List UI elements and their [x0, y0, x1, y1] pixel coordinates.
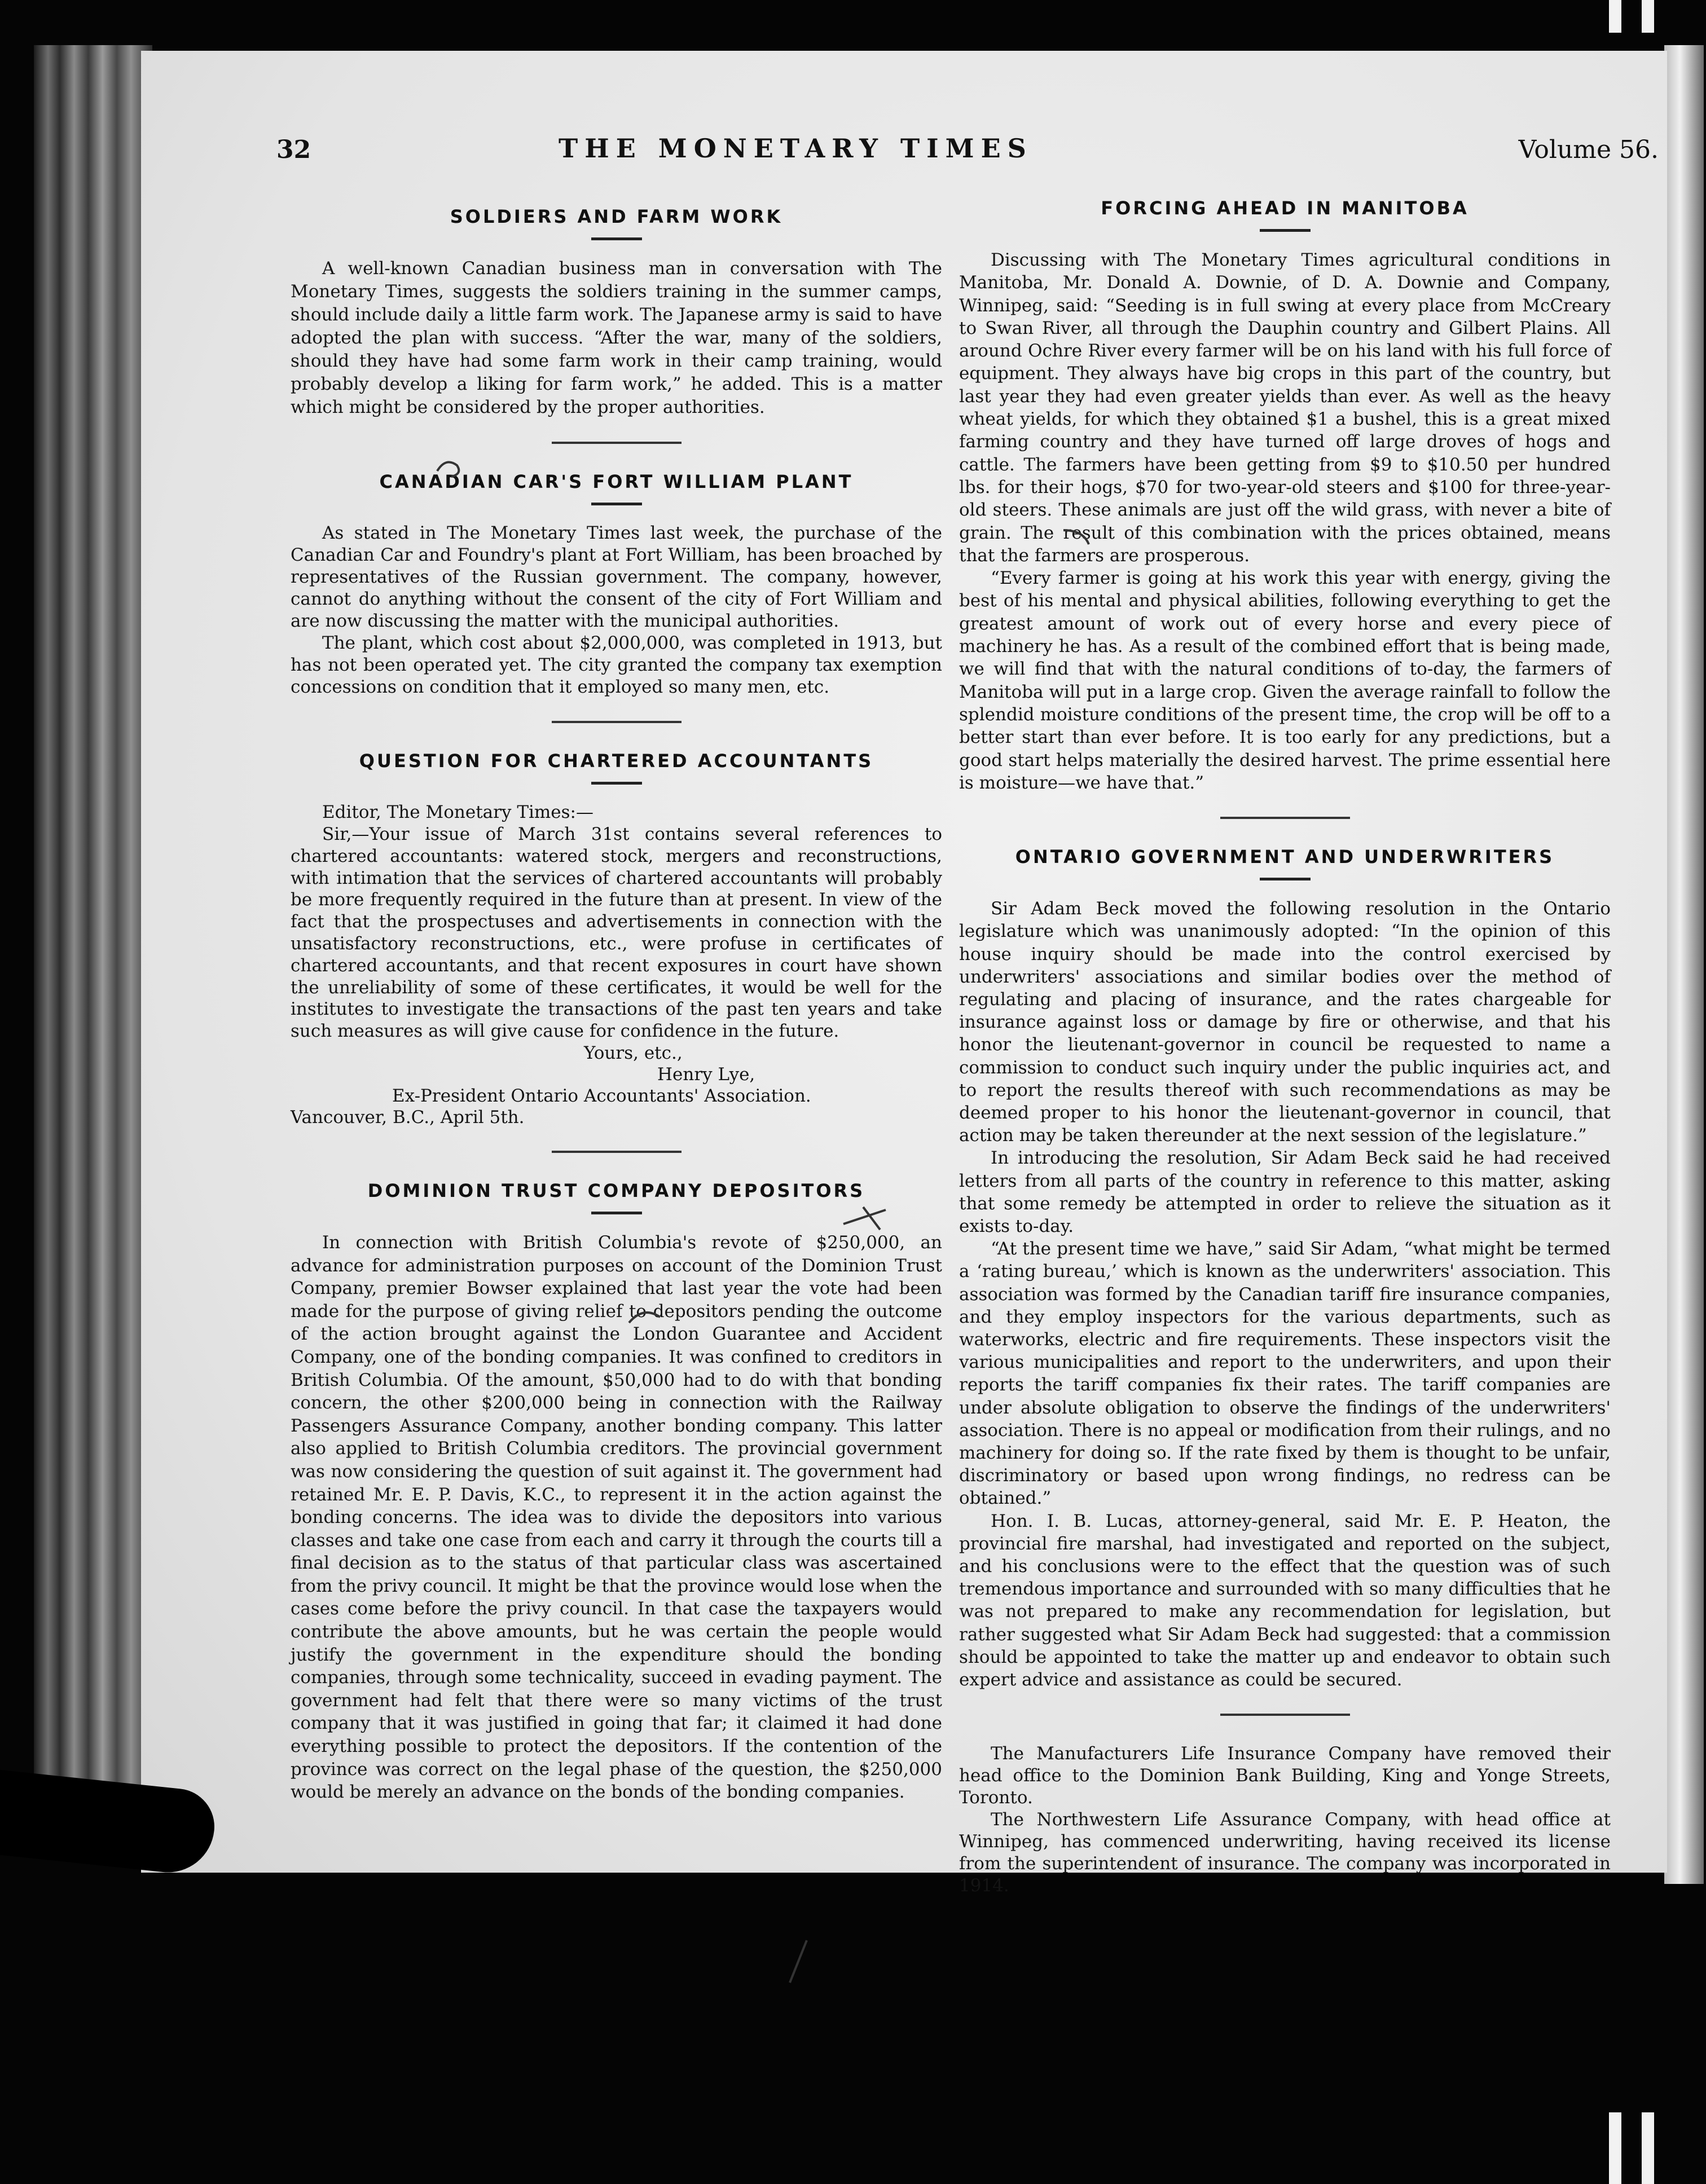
magazine-page: [141, 51, 1667, 1896]
film-marks-top: [1609, 0, 1654, 33]
section-divider: [552, 1151, 681, 1153]
section-divider: [1220, 817, 1350, 819]
volume-label: Volume 56.: [1518, 135, 1659, 164]
section-divider: [1220, 1714, 1350, 1716]
paragraph: The plant, which cost about $2,000,000, was completed in 1913, but has not been operated yet. The city granted the company tax exemption concessions on condition that it employed so many men, etc.: [291, 633, 942, 697]
letter-dateline: Vancouver, B.C., April 5th.: [291, 1107, 525, 1128]
headline-rule: [591, 237, 642, 240]
left-column: [291, 206, 942, 1804]
paragraph: The Manufacturers Life Insurance Company have removed their head office to the Dominion Bank Building, King and Yonge Streets, Toronto.: [959, 1743, 1611, 1808]
headline: SOLDIERS AND FARM WORK: [450, 206, 783, 227]
letter-salutation: Editor, The Monetary Times:—: [322, 802, 593, 822]
article-ontario-underwriters: [959, 846, 1611, 1691]
section-divider: [552, 721, 681, 723]
headline-rule: [1260, 878, 1311, 880]
article-chartered-accountants: [291, 750, 942, 1128]
film-mark: [1642, 2112, 1654, 2184]
paragraph: “Every farmer is going at his work this year with energy, giving the best of his mental and physical abilities, following everything to get the greatest amount of work out of every horse and every piece of machinery he has. As a result of the combined effort that is being made, we will find that with the natural conditions of to-day, the farmers of Manitoba will put in a large crop. Given the average rainfall to follow the splendid moisture conditions of the present time, the crop will be off to a better start than ever before. It is too early for any predictions, but a good start helps materially the desired harvest. The prime essential here is moisture—we have that.”: [959, 568, 1611, 793]
headline: QUESTION FOR CHARTERED ACCOUNTANTS: [359, 750, 874, 772]
paragraph: In connection with British Columbia's revote of $250,000, an advance for administration purposes on account of the Dominion Trust Company, premier Bowser explained that last year the vote had been made for the purpose of giving relief to depositors pending the outcome of the action brought against the London Guarantee and Accident Company, one of the bonding companies. It was confined to creditors in British Columbia. Of the amount, $50,000 had to do with that bonding concern, the other $200,000 being in connection with the Railway Passengers Assurance Company, another bonding company. This latter also applied to British Columbia creditors. The provincial government was now considering the question of suit against it. The government had retained Mr. E. P. Davis, K.C., to represent it in the action against the bonding concerns. The idea was to divide the depositors into various classes and take one case from each and carry it through the courts till a final decision as to the status of that particular class was ascertained from the privy council. It might be that the province would lose when the cases come before the privy council. In that case the taxpayers would contribute the above amounts, but he was certain the people would justify the government in the expenditure should the bonding companies, through some technicality, succeed in evading payment. The government had felt that there were so many victims of the trust company that it was justified in going that far; it claimed it had done everything possible to protect the depositors. If the contention of the province was correct on the legal phase of the question, the $250,000 would be merely an advance on the bonds of the bonding companies.: [291, 1232, 942, 1803]
pen-mark: [626, 1306, 666, 1328]
headline: FORCING AHEAD IN MANITOBA: [1101, 197, 1469, 219]
headline: DOMINION TRUST COMPANY DEPOSITORS: [367, 1179, 865, 1201]
film-marks-bottom: [1609, 2112, 1654, 2184]
headline-rule: [1260, 229, 1311, 232]
pen-mark: [434, 454, 468, 482]
pen-mark: [841, 1201, 891, 1235]
paragraph: Hon. I. B. Lucas, attorney-general, said Mr. E. P. Heaton, the provincial fire marshal, had investigated and reported on the subject, and his conclusions were to the effect that the question was of such tremendous importance and surrounded with so many difficulties that he was not prepared to make any recommendation for legislation, but rather suggested what Sir Adam Beck had suggested: that a commission should be appointed to take the matter up and endeavor to obtain such expert advice and assistance as could be secured.: [959, 1511, 1611, 1690]
paragraph: The Northwestern Life Assurance Company, with head office at Winnipeg, has commenced underwriting, having received its license from the superintendent of insurance. The company was incorporated in 1914.: [959, 1809, 1611, 1896]
article-soldiers-farm-work: [291, 206, 942, 419]
book-spine-page-edges: [34, 45, 152, 1839]
letter-signer-title: Ex-President Ontario Accountants' Association.: [392, 1085, 811, 1106]
article-dominion-trust: [291, 1180, 942, 1804]
paragraph: “At the present time we have,” said Sir Adam, “what might be termed a ‘rating bureau,’ which is known as the underwriters' association. This association was formed by the Canadian tariff fire insurance companies, and they employ inspectors for the various departments, such as waterworks, electric and fire requirements. These inspectors visit the various municipalities and report to the underwriters, and upon their reports the tariff companies fix their rates. The tariff companies are under absolute obligation to observe the findings of the underwriters' association. There is no appeal or modification from their rulings, and no machinery for doing so. If the rate fixed by them is thought to be unfair, discriminatory or based upon wrong findings, no redress can be obtained.”: [959, 1239, 1611, 1509]
pen-mark: [784, 1938, 812, 1988]
headline: ONTARIO GOVERNMENT AND UNDERWRITERS: [1015, 846, 1555, 868]
facing-page-edge: [1664, 45, 1704, 1884]
paragraph: In introducing the resolution, Sir Adam Beck said he had received letters from all parts of the country in reference to this matter, asking that some remedy be attempted in order to relieve the situation as it exists to-day.: [959, 1148, 1611, 1236]
insurance-notes: [959, 1743, 1611, 1897]
letter-signer: Henry Lye,: [657, 1064, 755, 1085]
article-manitoba: [959, 197, 1611, 794]
pen-mark: [1061, 525, 1094, 547]
film-mark: [1609, 2112, 1621, 2184]
paragraph: Sir,—Your issue of March 31st contains several references to chartered accountants: watered stock, mergers and reconstructions, with intimation that the services of chartered accountants will probably be more frequently required in the future than at present. In view of the fact that the prospectuses and advertisements in connection with the unsatisfactory reconstructions, etc., were profuse in certificates of chartered accountants, and that recent exposures in court have shown the unreliability of some of these certificates, it would be well for the institutes to investigate the transactions of the past ten years and take such measures as will give cause for confidence in the future.: [291, 824, 942, 1042]
section-divider: [552, 442, 681, 444]
film-mark: [1642, 0, 1654, 33]
headline: CANADIAN CAR'S FORT WILLIAM PLANT: [379, 471, 854, 492]
paragraph: Sir Adam Beck moved the following resolution in the Ontario legislature which was unanimously adopted: “In the opinion of this house inquiry should be made into the control exercised by underwriters' associations and similar bodies over the method of regulating and placing of insurance, and the rates chargeable for insurance against loss or damage by fire or otherwise, and that his honor the lieutenant-governor in council be requested to name a commission to conduct such inquiry under the public inquiries act, and to report the results thereof with such recommendations as may be deemed proper to his honor the lieutenant-governor in council, that action may be taken thereunder at the next session of the legislature.”: [959, 899, 1611, 1146]
headline-rule: [591, 503, 642, 505]
article-canadian-car: [291, 471, 942, 698]
headline-rule: [591, 782, 642, 785]
page-number: 32: [276, 135, 311, 164]
right-column: [959, 197, 1611, 1897]
masthead: THE MONETARY TIMES: [559, 133, 1033, 164]
letter-closing: Yours, etc.,: [584, 1042, 683, 1063]
running-head: [276, 135, 1659, 175]
film-mark: [1609, 0, 1621, 33]
headline-rule: [591, 1212, 642, 1214]
paragraph: A well-known Canadian business man in conversation with The Monetary Times, suggests the soldiers training in the summer camps, should include daily a little farm work. The Japanese army is said to have adopted the plan with success. “After the war, many of the soldiers, should they have had some farm work in their camp training, would probably develop a liking for farm work,” he added. This is a matter which might be considered by the proper authorities.: [291, 258, 942, 417]
paragraph: As stated in The Monetary Times last week, the purchase of the Canadian Car and Foundry's plant at Fort William, has been broached by representatives of the Russian government. The company, however, cannot do anything without the consent of the city of Fort William and are now discussing the matter with the municipal authorities.: [291, 523, 942, 631]
paragraph: Discussing with The Monetary Times agricultural conditions in Manitoba, Mr. Donald A. Downie, of D. A. Downie and Company, Winnipeg, said: “Seeding is in full swing at every place from McCreary to Swan River, all through the Dauphin country and Gilbert Plains. All around Ochre River every farmer will be on his land with his full force of equipment. They always have big crops in this part of the country, but last year they had even greater yields than ever. As well as the heavy wheat yields, for which they obtained $1 a bushel, this is a great mixed farming country and they have turned off large droves of hogs and cattle. The farmers have been getting from $9 to $10.50 per hundred lbs. for their hogs, $70 for two-year-old steers and $100 for three-year-old steers. These animals are just off the wild grass, with never a bite of grain. The result of this combination with the prices obtained, means that the farmers are prosperous.: [959, 250, 1611, 566]
